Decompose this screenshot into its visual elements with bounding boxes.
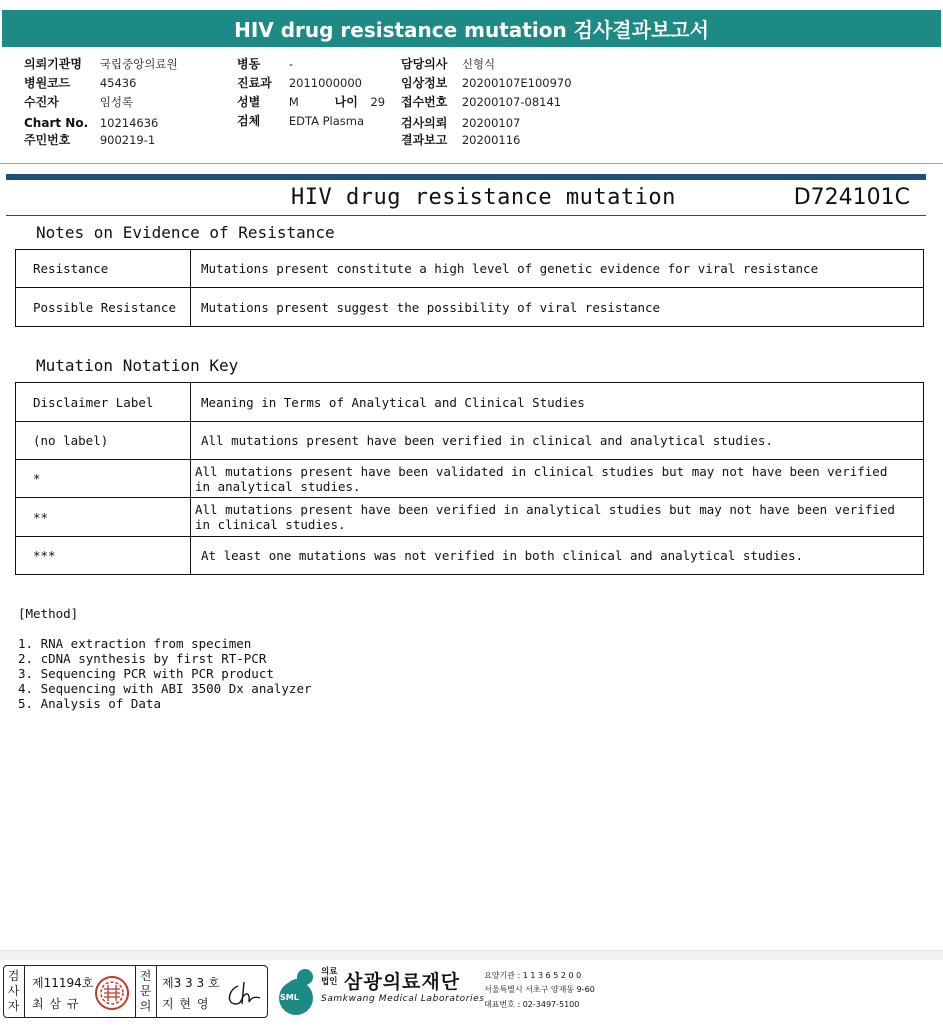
test-code: D724101C	[793, 185, 910, 210]
org-address: 서울특별시 서초구 양재동 9-60	[484, 985, 595, 994]
method-step: 1. RNA extraction from specimen	[18, 636, 252, 651]
ward-row	[237, 55, 293, 73]
notation-key-table	[15, 382, 924, 575]
request-date-row	[401, 114, 520, 132]
org-type-tag	[321, 967, 337, 987]
table-row	[16, 537, 924, 575]
sign-divider	[156, 966, 157, 1017]
patient-info-panel	[0, 48, 943, 164]
key-text-cell: At least one mutations was not verified in both clinical and analytical studies.	[191, 537, 924, 575]
recipient-value: 임성록	[99, 95, 134, 109]
receipt-no-label: 접수번호	[401, 95, 448, 109]
key-label-cell: ***	[16, 537, 191, 575]
chart-no-value: 10214636	[99, 116, 159, 130]
chart-no-row	[24, 114, 158, 132]
report-title: HIV drug resistance mutation 검사결과보고서	[2, 10, 941, 47]
receipt-no-row	[401, 93, 561, 111]
org-phone: 대표번호 : 02-3497-5100	[484, 1000, 580, 1009]
logo-mark-text: SML	[280, 993, 299, 1002]
clinical-info-label: 임상정보	[401, 76, 448, 90]
test-title-bar	[6, 182, 926, 216]
signature-icon	[224, 978, 264, 1010]
notes-table	[15, 249, 924, 327]
method-heading: [Method]	[18, 606, 79, 621]
request-date-label: 검사의뢰	[401, 116, 448, 130]
notes-label-cell: Possible Resistance	[16, 288, 191, 327]
specimen-label: 검체	[237, 114, 261, 128]
receipt-no-value: 20200107-08141	[461, 95, 562, 109]
resident-no-row	[24, 131, 155, 149]
notes-text-cell: Mutations present constitute a high level of genetic evidence for viral resistance	[191, 250, 924, 288]
hospital-code-row	[24, 74, 136, 92]
hospital-code-value: 45436	[99, 76, 137, 90]
recipient-row	[24, 93, 133, 111]
key-label-cell: (no label)	[16, 422, 191, 460]
key-header-text: Meaning in Terms of Analytical and Clinical Studies	[191, 383, 924, 422]
reviewer-name: 지 현 영	[162, 997, 210, 1011]
table-row	[16, 250, 924, 288]
ward-value: -	[288, 57, 293, 71]
reviewer-license-no: 제3 3 3 호	[162, 976, 220, 990]
request-date-value: 20200107	[461, 116, 521, 130]
tester-license-no: 제11194호	[32, 976, 94, 990]
org-english-name: Samkwang Medical Laboratories	[321, 994, 485, 1004]
doctor-row	[401, 55, 495, 73]
table-row	[16, 288, 924, 327]
table-row	[16, 460, 924, 498]
sign-divider	[24, 966, 25, 1017]
table-row	[16, 422, 924, 460]
notes-heading: Notes on Evidence of Resistance	[36, 223, 335, 242]
report-date-label: 결과보고	[401, 133, 448, 147]
tester-label: 검사자	[7, 969, 20, 1013]
institution-value: 국립중앙의료원	[99, 57, 178, 71]
clinical-info-row	[401, 74, 572, 92]
key-text-cell: All mutations present have been verified in analytical studies but may not have been verified in clinical studies.	[191, 498, 924, 537]
resident-no-label: 주민번호	[24, 133, 71, 147]
org-tag-line-1: 의료	[321, 967, 338, 977]
signature-box	[3, 965, 268, 1018]
resident-no-value: 900219-1	[99, 133, 156, 147]
method-list	[18, 636, 312, 711]
org-name: 삼광의료재단	[344, 971, 461, 993]
notes-text-cell: Mutations present suggest the possibility of viral resistance	[191, 288, 924, 327]
institution-code: 요양기관 : 1 1 3 6 5 2 0 0	[484, 971, 582, 980]
chart-no-label: Chart No.	[24, 116, 89, 130]
age-value: 29	[370, 95, 386, 109]
doctor-value: 신형식	[461, 57, 496, 71]
key-heading: Mutation Notation Key	[36, 356, 239, 375]
sml-logo-icon	[272, 965, 318, 1017]
sex-value: M	[288, 95, 299, 109]
table-header-row	[16, 383, 924, 422]
notes-label-cell: Resistance	[16, 250, 191, 288]
doctor-label: 담당의사	[401, 57, 448, 71]
key-header-label: Disclaimer Label	[16, 383, 191, 422]
report-date-value: 20200116	[461, 133, 521, 147]
key-label-cell: **	[16, 498, 191, 537]
key-text-cell: All mutations present have been verified in clinical and analytical studies.	[191, 422, 924, 460]
report-date-row	[401, 131, 520, 149]
hospital-code-label: 병원코드	[24, 76, 71, 90]
clinical-info-value: 20200107E100970	[461, 76, 572, 90]
method-step: 5. Analysis of Data	[18, 696, 161, 711]
method-step: 3. Sequencing PCR with PCR product	[18, 666, 274, 681]
institution-row	[24, 55, 178, 73]
method-step: 4. Sequencing with ABI 3500 Dx analyzer	[18, 681, 312, 696]
table-row	[16, 498, 924, 537]
test-name: HIV drug resistance mutation	[291, 185, 676, 210]
footer-divider	[0, 950, 943, 960]
ward-label: 병동	[237, 57, 261, 71]
department-row	[237, 74, 362, 92]
recipient-label: 수진자	[24, 95, 59, 109]
method-step: 2. cDNA synthesis by first RT-PCR	[18, 651, 267, 666]
department-value: 2011000000	[288, 76, 362, 90]
sex-age-row	[237, 93, 385, 111]
organization-logo	[272, 962, 602, 1020]
age-label: 나이	[334, 95, 358, 109]
key-label-cell: *	[16, 460, 191, 498]
department-label: 진료과	[237, 76, 272, 90]
seal-icon	[94, 975, 130, 1011]
institution-label: 의뢰기관명	[24, 57, 82, 71]
sign-divider	[135, 966, 136, 1017]
specimen-row	[237, 112, 364, 130]
key-text-cell: All mutations present have been validated in clinical studies but may not have been verified in analytical studies.	[191, 460, 924, 498]
tester-name: 최 삼 규	[32, 997, 80, 1011]
org-tag-line-2: 법인	[321, 977, 338, 987]
header-divider	[6, 174, 926, 180]
specimen-value: EDTA Plasma	[288, 114, 365, 128]
sex-label: 성별	[237, 95, 261, 109]
reviewer-label: 전문의	[139, 969, 152, 1013]
